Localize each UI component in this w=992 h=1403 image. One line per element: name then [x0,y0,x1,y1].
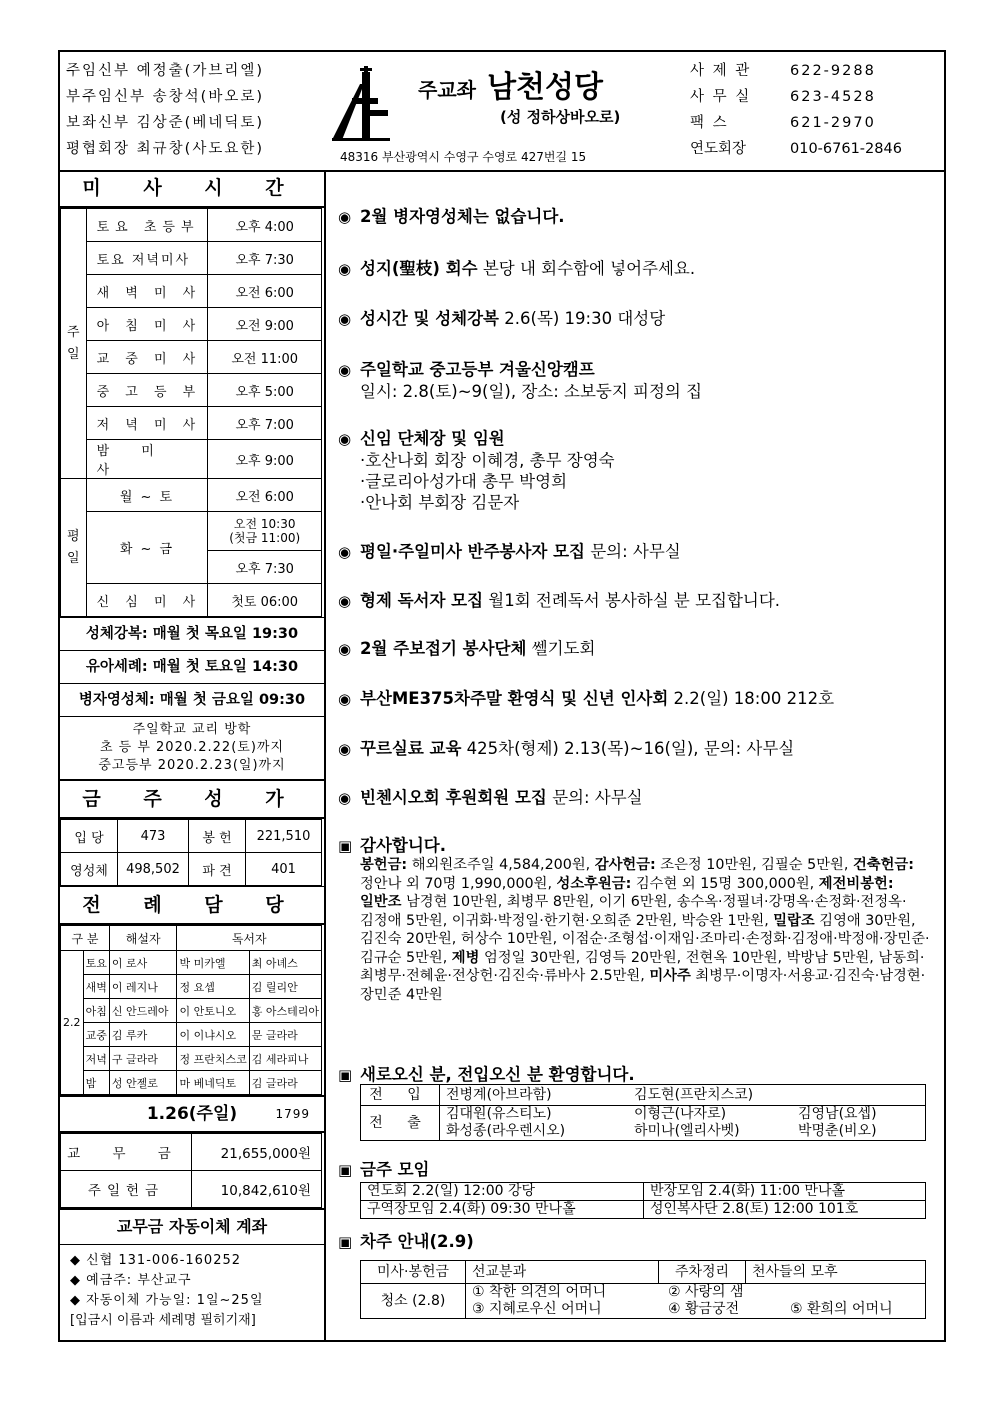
announcement-title: 부산ME375차주말 환영식 및 신년 인사회 [360,689,669,708]
contact-label: 사 제 관 [690,63,752,79]
table-row [61,853,322,886]
column-header: 주차정리 [659,1261,746,1284]
donation-category: 제전비봉헌: 일반조 [360,875,894,910]
transfer-out-line [446,1106,919,1123]
team-line [472,1301,919,1318]
table-row [61,926,322,951]
mass-name: 월 ~ 토 [86,479,208,512]
finance-date-label: 1.26(주일) [146,1104,238,1124]
mass-time [208,512,322,551]
team-line [472,1284,919,1301]
meeting-item: 성인복사단 2.8(토) 12:00 101호 [644,1201,926,1219]
contact-label: 연도회장 [690,141,747,157]
finance-label: 교 무 금 [61,1134,192,1171]
clergy-line: 평협회장 최규창(사도요한) [66,141,264,157]
reader: 김 릴리안 [249,975,321,999]
person-name: 김대원(유스티노) [446,1106,552,1122]
donation-category: 미사주 [649,968,691,984]
announcement-text: 2.6(목) 19:30 대성당 [499,309,666,328]
mass-time-note: (첫금 11:00) [229,531,301,545]
header [60,52,944,172]
baptism-info: 유아세례: 매월 첫 토요일 14:30 [60,651,324,684]
liturgy-kind: 교중 [83,1023,109,1047]
meetings-heading [338,1156,430,1180]
announcement-detail: 일시: 2.8(토)~9(일), 장소: 소보둥지 피정의 집 [360,382,703,401]
table-row [61,341,322,374]
announcement-title: 형제 독서자 모집 [360,591,484,610]
bullet-icon: ◉ [338,690,352,708]
liturgy-date: 2.2 [61,951,84,1095]
bulletin-frame [58,50,946,1342]
thanks-heading [338,832,446,856]
mass-time: 오전 11:00 [208,341,322,374]
mass-name: 중 고 등 부 [86,374,208,407]
person-name: 전병계(아브라함) [446,1086,552,1103]
mass-times-table [60,208,322,617]
reader: 홍 아스테리아 [249,999,321,1023]
mass-time: 오후 7:30 [208,242,322,275]
announcement-title: 신임 단체장 및 임원 [360,429,505,448]
parish-prefix: 주교좌 [418,78,476,102]
sunday-label: 주일 [61,209,87,479]
liturgy-kind: 밤 [83,1071,109,1095]
table-row [361,1106,926,1141]
mass-name: 토요 저녁미사 [86,242,208,275]
commentator: 김 루카 [109,1023,177,1047]
announcement-text: 425차(형제) 2.13(목)~16(일), 문의: 사무실 [461,739,795,758]
bullet-icon: ◉ [338,543,352,561]
meeting-item: 연도회 2.2(일) 12:00 강당 [361,1183,644,1201]
contact-value: 621-2970 [790,115,876,131]
clergy-line: 부주임신부 송창석(바오로) [66,89,264,105]
contact-value: 622-9288 [790,63,876,79]
announcement [338,258,695,280]
announcement-detail: ·글로리아성가대 총무 박영희 [360,472,568,491]
person-name: 화성종(라우렌시오) [446,1123,566,1139]
contact-label: 사 무 실 [690,89,752,105]
mass-time: 오후 7:30 [208,551,322,584]
bullet-icon: ◉ [338,310,352,328]
table-row [61,1171,322,1208]
next-week-heading [338,1228,474,1252]
commentator: 성 안젤로 [109,1071,177,1095]
right-column [326,170,944,1340]
address: 48316 부산광역시 수영구 수영로 427번길 15 [340,150,587,164]
announcement [338,308,665,330]
mass-time: 오전 9:00 [208,308,322,341]
column-header: 천사들의 모후 [746,1261,926,1284]
sick-communion-info: 병자영성체: 매월 첫 금요일 09:30 [60,684,324,717]
next-week-table [360,1260,926,1319]
column-header: 선교분과 [466,1261,659,1284]
clergy-list [66,58,326,162]
liturgy-kind: 아침 [83,999,109,1023]
announcement [338,738,794,760]
announcement-text: 본당 내 회수함에 넣어주세요. [477,259,696,278]
announcement-title: 주일학교 중고등부 겨울신앙캠프 [360,360,595,379]
next-week-title: 차주 안내(2.9) [360,1232,474,1251]
mass-name: 밤 미 사 [86,440,208,479]
donation-text: 조은정 10만원, 김필순 5만원, [655,857,853,873]
transfer-out [440,1106,926,1141]
mass-name: 아 침 미 사 [86,308,208,341]
reader: 김 세라피나 [249,1047,321,1071]
contact-row [690,136,940,162]
announcement-text: 쎌기도회 [526,639,596,658]
clergy-line: 보좌신부 김상준(베네딕토) [66,115,264,131]
donation-category: 성소후원금: [556,875,632,892]
reader: 마 베네딕토 [177,1071,249,1095]
donation-category: 밀랍조 [773,912,815,929]
reader: 이 이냐시오 [177,1023,249,1047]
table-row [361,1201,926,1219]
liturgy-kind: 토요 [83,951,109,975]
hymn-number: 473 [118,820,189,853]
autopay-info [60,1245,324,1337]
attendance-count: 1799 [275,1107,310,1121]
donation-text: 김영애 30만원, 김진숙 20만원, 허상수 10만원, 이점순·조형섭·이재임·조마리·손정화·김정애·박정애·장민준·김규순 5만원, [360,912,930,966]
bullet-icon: ◉ [338,592,352,610]
transfer-in [440,1085,926,1106]
donation-text: 엄정일 30만원, 김영득 20만원, 전현옥 10만원, 박방남 5만원, 남동희·최병무·전혜윤·전상헌·김진숙·류바사 2.5만원, [360,949,925,984]
autopay-line: [입금시 이름과 세례명 필히기재] [70,1313,256,1328]
table-row [61,1071,322,1095]
team-name: ④ 황금궁전 [668,1301,740,1317]
announcement-text: 문의: 사무실 [546,788,643,807]
mass-time: 오후 4:00 [208,209,322,242]
reader: 정 요셉 [177,975,249,999]
table-row [61,820,322,853]
table-row [61,308,322,341]
hymn-label: 파 견 [189,853,246,886]
mass-name: 신 심 미 사 [86,584,208,617]
table-row [61,275,322,308]
commentator: 구 글라라 [109,1047,177,1071]
person-name: 김도현(프란치스코) [634,1086,754,1103]
parish-title: 남천성당 [487,70,603,105]
announcement-title: 빈첸시오회 후원회원 모집 [360,788,547,807]
reader: 이 안토니오 [177,999,249,1023]
hymn-number: 498,502 [118,853,189,886]
hymns-table [60,819,322,886]
thanks-body [360,856,930,1004]
mass-time: 오전 6:00 [208,479,322,512]
finance-value: 10,842,610원 [192,1171,322,1208]
finance-label: 주일헌금 [61,1171,192,1208]
newcomers-table [360,1084,926,1141]
finance-table [60,1133,322,1208]
cleaning-group: 청소 (2.8) [361,1284,466,1319]
mass-time: 오후 9:00 [208,440,322,479]
commentator: 이 로사 [109,951,177,975]
mass-time: 첫토 06:00 [208,584,322,617]
mass-time: 오후 5:00 [208,374,322,407]
table-row [361,1085,926,1106]
person-name: 박명춘(비오) [798,1123,877,1139]
mass-name: 토요 초등부 [86,209,208,242]
mass-time-line: 오전 10:30 [233,517,296,531]
table-row [361,1183,926,1201]
hymn-label: 입 당 [61,820,118,853]
liturgy-kind: 새벽 [83,975,109,999]
announcement-detail: ·안나회 부회장 김문자 [360,493,520,512]
meeting-item: 구역장모임 2.4(화) 09:30 만나홀 [361,1201,644,1219]
reader: 문 글라라 [249,1023,321,1047]
newcomers-title: 새로오신 분, 전입오신 분 환영합니다. [360,1065,635,1084]
announcement [338,590,780,612]
donation-category: 제병 [451,949,480,966]
donation-text: 김수현 외 15명 300,000원, [631,875,819,892]
square-bullet-icon: ▣ [338,1066,353,1084]
reader: 최 아녜스 [249,951,321,975]
mass-name: 교 중 미 사 [86,341,208,374]
thanks-title: 감사합니다. [360,836,446,855]
bullet-icon: ◉ [338,361,352,379]
bullet-icon: ◉ [338,789,352,807]
contact-list [690,58,940,162]
hymn-label: 봉 헌 [189,820,246,853]
announcement [338,638,595,660]
hymns-title: 금 주 성 가 [60,781,324,819]
donation-text: 남경현 10만원, 최병무 8만원, 이기 6만원, 송수옥·정필녀·강명옥·손정화·전정옥·김정애 5만원, 이귀화·박정일·한기현·오희준 2만원, 박승완 1만원, [360,894,907,929]
announcement-text: 월1회 전례독서 봉사하실 분 모집합니다. [483,591,781,610]
team-name: ⑤ 환희의 어머니 [790,1301,893,1317]
announcement-title: 꾸르실료 교육 [360,739,462,758]
table-row [61,407,322,440]
table-row [61,1023,322,1047]
announcement [338,428,615,513]
liturgy-table [60,925,322,1095]
square-bullet-icon: ▣ [338,1161,353,1179]
donation-text: 정안나 외 70명 1,990,000원, [360,875,557,892]
finance-value: 21,655,000원 [192,1134,322,1171]
bullet-icon: ◉ [338,430,352,448]
person-name: 하미나(엘리사벳) [634,1123,740,1139]
table-row [361,1261,926,1284]
person-name: 김영남(요셉) [798,1106,877,1122]
mass-name: 화 ~ 금 [86,512,208,584]
bullet-icon: ◉ [338,740,352,758]
patron-saint: (성 정하상바오로) [500,108,621,126]
person-name: 이형근(나자로) [634,1106,727,1122]
announcement [338,359,702,402]
meeting-item: 반장모임 2.4(화) 11:00 만나홀 [644,1183,926,1201]
column-header: 해설자 [109,926,177,951]
announcement [338,541,681,563]
row-label: 전 출 [361,1106,440,1141]
commentator: 이 레지나 [109,975,177,999]
clergy-line: 주임신부 예정출(가브리엘) [66,63,264,79]
liturgy-title: 전 례 담 당 [60,886,324,925]
announcement [338,688,834,710]
table-row [61,512,322,551]
table-row [61,1047,322,1071]
autopay-title: 교무금 자동이체 계좌 [60,1208,324,1245]
square-bullet-icon: ▣ [338,837,353,855]
donation-category: 봉헌금: [360,857,408,873]
table-row [61,951,322,975]
announcement-text: 2.2(일) 18:00 212호 [668,689,835,708]
cleaning-teams [466,1284,926,1319]
announcement-detail: ·호산나회 회장 이혜경, 총무 장영숙 [360,451,615,470]
table-row [61,374,322,407]
donation-text: 해외원조주일 4,584,200원, [407,857,595,873]
commentator: 신 안드레아 [109,999,177,1023]
donation-category: 건축헌금: [852,857,914,873]
mass-time: 오후 7:00 [208,407,322,440]
table-row [61,1134,322,1171]
contact-row [690,110,940,136]
contact-row [690,84,940,110]
autopay-line: ◆ 신협 131-006-160252 [70,1253,242,1268]
contact-row [690,58,940,84]
table-row [61,975,322,999]
catechism-break [60,717,324,781]
meetings-table [360,1182,926,1219]
bullet-icon: ◉ [338,260,352,278]
row-label: 전 입 [361,1085,440,1106]
announcement [338,787,643,809]
donation-text: 최병무·이명자·서용교·김진숙·남경현·장민준 4만원 [360,968,926,1003]
team-name: ③ 지혜로우신 어머니 [472,1301,602,1317]
announcement-title: 2월 병자영성체는 없습니다. [360,207,565,226]
contact-label: 팩 스 [690,115,729,131]
weekday-label: 평일 [61,479,87,617]
table-row [61,209,322,242]
bullet-icon: ◉ [338,640,352,658]
mass-time: 오전 6:00 [208,275,322,308]
table-row [61,242,322,275]
finance-date [60,1095,324,1133]
announcement-title: 성지(聖枝) 회수 [360,259,478,278]
newcomers-heading [338,1061,635,1085]
reader: 정 프란치스코 [177,1047,249,1071]
catechism-line: 주일학교 교리 방학 [132,722,252,737]
announcement-title: 2월 주보접기 봉사단체 [360,639,527,658]
table-row [61,479,322,512]
announcement-title: 평일·주일미사 반주봉사자 모집 [360,542,585,561]
meetings-title: 금주 모임 [360,1160,430,1179]
table-row [61,440,322,479]
team-name: ② 사랑의 샘 [668,1284,744,1300]
benediction-info: 성체강복: 매월 첫 목요일 19:30 [60,617,324,651]
column-header: 미사·봉헌금 [361,1261,466,1284]
donation-category: 감사헌금: [594,857,656,873]
announcement [338,206,565,228]
left-column [60,170,326,1340]
column-header: 독서자 [177,926,322,951]
mass-name: 새 벽 미 사 [86,275,208,308]
parish-name [418,62,698,106]
square-bullet-icon: ▣ [338,1233,353,1251]
catechism-line: 중고등부 2020.2.23(일)까지 [98,758,286,773]
table-row [361,1284,926,1319]
hymn-number: 401 [246,853,322,886]
liturgy-kind: 저녁 [83,1047,109,1071]
bullet-icon: ◉ [338,208,352,226]
transfer-out-line [446,1123,919,1140]
hymn-number: 221,510 [246,820,322,853]
mass-times-title: 미 사 시 간 [60,170,324,208]
column-header: 구 분 [61,926,110,951]
parish-logo-icon [330,64,392,144]
reader: 김 글라라 [249,1071,321,1095]
catechism-line: 초 등 부 2020.2.22(토)까지 [99,740,285,755]
autopay-line: ◆ 예금주: 부산교구 [70,1273,192,1288]
team-name: ① 착한 의견의 어머니 [472,1284,607,1300]
reader: 박 미카엘 [177,951,249,975]
mass-name: 저 녁 미 사 [86,407,208,440]
contact-value: 623-4528 [790,89,876,105]
announcement-text: 문의: 사무실 [584,542,681,561]
table-row [61,584,322,617]
hymn-label: 영성체 [61,853,118,886]
announcement-title: 성시간 및 성체강복 [360,309,500,328]
table-row [61,999,322,1023]
autopay-line: ◆ 자동이체 가능일: 1일~25일 [70,1293,264,1308]
contact-value: 010-6761-2846 [790,141,902,157]
